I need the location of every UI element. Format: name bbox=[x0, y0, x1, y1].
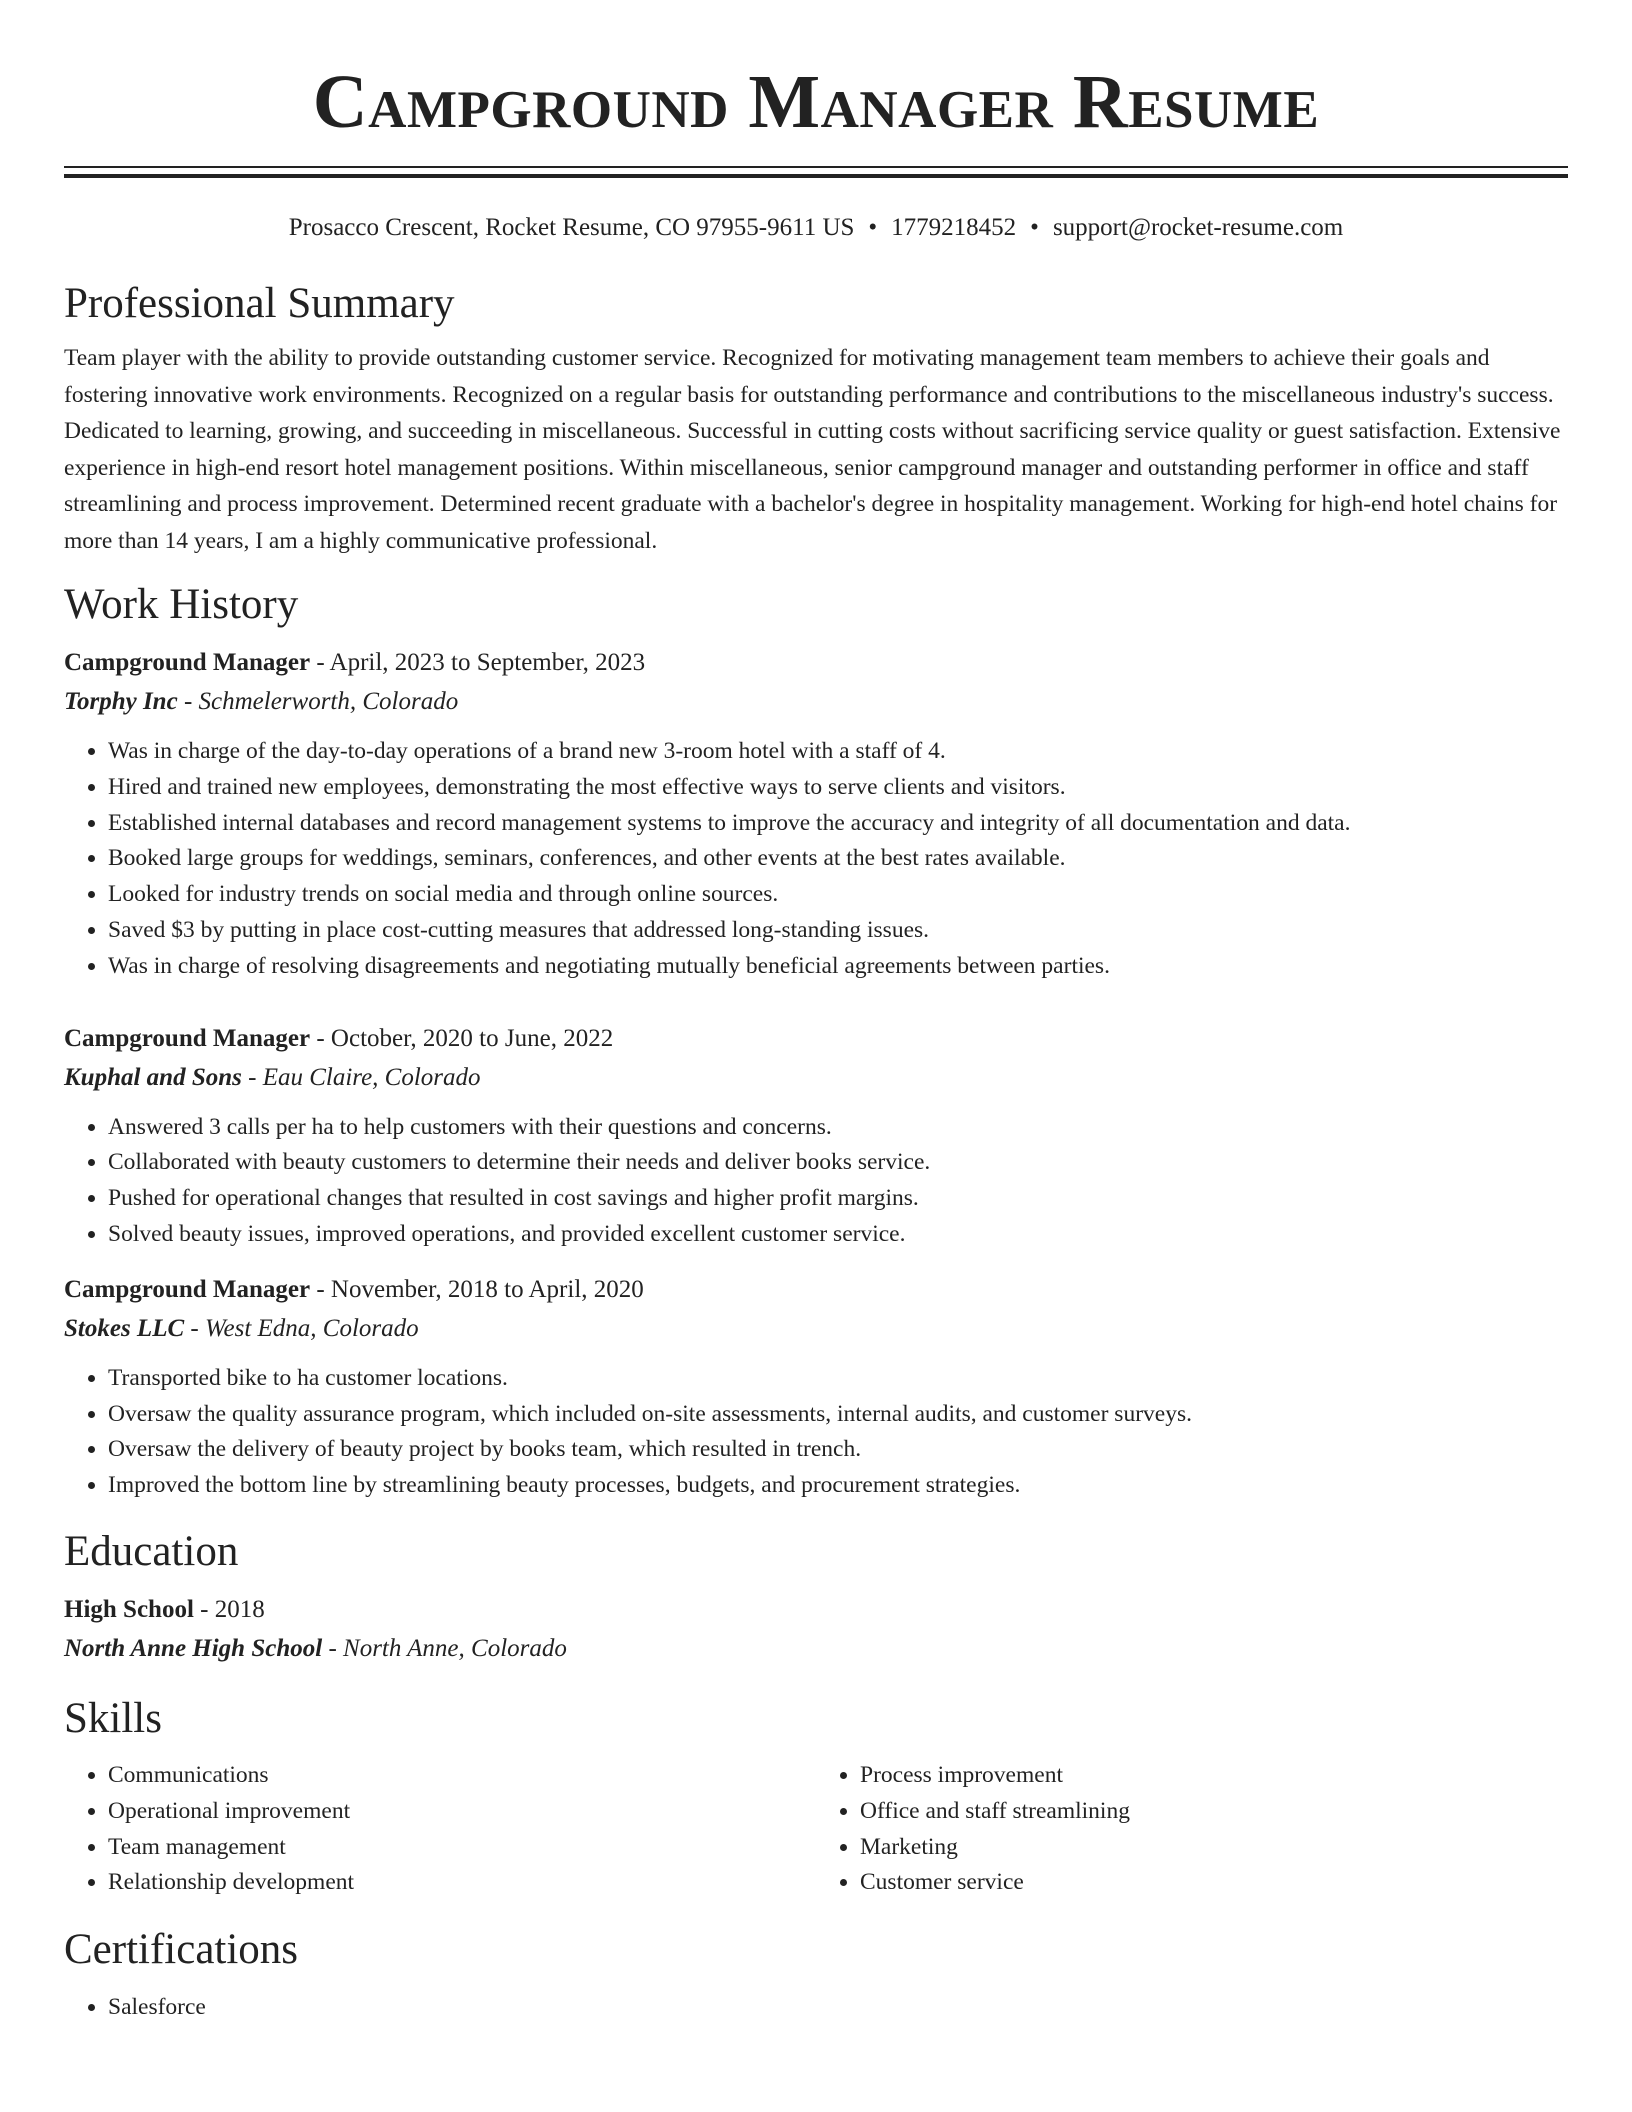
summary-heading: Professional Summary bbox=[64, 280, 455, 327]
skills-heading: Skills bbox=[64, 1694, 162, 1742]
certifications-list bbox=[64, 1990, 1568, 2026]
job-duties-list bbox=[64, 1361, 1568, 1504]
job-company: Kuphal and Sons bbox=[64, 1063, 242, 1091]
skill-item: • Marketing bbox=[860, 1830, 1568, 1866]
job-duty: • Established internal databases and record management systems to improve the accuracy and integrity of all documentation and data. bbox=[108, 806, 1568, 842]
job-duty: • Saved $3 by putting in place cost-cutting measures that addressed long-standing issues. bbox=[108, 913, 1568, 949]
skills-columns bbox=[64, 1758, 1568, 1901]
education-degree: High School bbox=[64, 1595, 194, 1623]
job-entry bbox=[64, 1274, 1568, 1504]
job-dates: - November, 2018 to April, 2020 bbox=[310, 1275, 644, 1303]
education-year: - 2018 bbox=[193, 1595, 265, 1623]
contact-line bbox=[64, 212, 1568, 244]
resume-title: Campground Manager Resume bbox=[312, 60, 1320, 144]
title-divider-thick bbox=[64, 174, 1568, 178]
job-header bbox=[64, 647, 1568, 679]
education-entry bbox=[64, 1594, 1568, 1665]
job-location: - Eau Claire, Colorado bbox=[241, 1063, 481, 1091]
summary-text: Team player with the ability to provide outstanding customer service. Recognized for motivating management team members to achieve their goals and fostering innovative work environments. Recognized on a regular basis for outstanding performance and contributions to the miscellaneous industry's success. Dedicated to learning, growing, and succeeding in miscellaneous. Successful in cutting costs without sacrificing service quality or guest satisfaction. Extensive experience in high-end resort hotel management positions. Within miscellaneous, senior campground manager and outstanding performer in office and staff streamlining and process improvement. Determined recent graduate with a bachelor's degree in hospitality management. Working for high-end hotel chains for more than 14 years, I am a highly communicative professional. bbox=[64, 345, 1561, 554]
job-dates: - April, 2023 to September, 2023 bbox=[310, 649, 646, 676]
job-location: - Schmelerworth, Colorado bbox=[177, 688, 459, 715]
job-title: Campground Manager bbox=[64, 1024, 311, 1052]
job-duty: • Oversaw the quality assurance program, which included on-site assessments, internal audits, and customer surveys. bbox=[108, 1397, 1568, 1433]
skill-item: • Operational improvement bbox=[108, 1794, 816, 1830]
job-duty: • Transported bike to ha customer locations. bbox=[108, 1361, 1568, 1397]
education-school-line bbox=[64, 1633, 1568, 1665]
job-duties-list bbox=[64, 1110, 1568, 1253]
education-degree-line bbox=[64, 1594, 1568, 1626]
job-duty: • Was in charge of resolving disagreements and negotiating mutually beneficial agreements between parties. bbox=[108, 949, 1568, 985]
job-title: Campground Manager bbox=[64, 649, 311, 676]
job-duty: • Answered 3 calls per ha to help customers with their questions and concerns. bbox=[108, 1110, 1568, 1146]
job-duty: • Oversaw the delivery of beauty project by books team, which resulted in trench. bbox=[108, 1432, 1568, 1468]
title-divider-thin bbox=[64, 166, 1568, 168]
skill-item: • Relationship development bbox=[108, 1865, 816, 1901]
contact-address: Prosacco Crescent, Rocket Resume, CO 97955-9611 US bbox=[288, 214, 855, 241]
skill-item: • Team management bbox=[108, 1830, 816, 1866]
job-company-line bbox=[64, 1062, 1568, 1094]
education-location: - North Anne, Colorado bbox=[322, 1634, 567, 1662]
job-duty: • Collaborated with beauty customers to determine their needs and deliver books service. bbox=[108, 1145, 1568, 1181]
contact-phone: 1779218452 bbox=[891, 214, 1017, 241]
skill-item: • Office and staff streamlining bbox=[860, 1794, 1568, 1830]
job-header bbox=[64, 1023, 1568, 1055]
job-duty: • Pushed for operational changes that resulted in cost savings and higher profit margins. bbox=[108, 1181, 1568, 1217]
job-duty: • Hired and trained new employees, demonstrating the most effective ways to serve clients and visitors. bbox=[108, 770, 1568, 806]
resume-page bbox=[64, 0, 1568, 2026]
skills-list-right bbox=[816, 1758, 1568, 1901]
job-company-line bbox=[64, 1313, 1568, 1345]
job-company-line bbox=[64, 686, 1568, 718]
job-duty: • Was in charge of the day-to-day operations of a brand new 3-room hotel with a staff of 4. bbox=[108, 734, 1568, 770]
job-duties-list bbox=[64, 734, 1568, 985]
job-company: Stokes LLC bbox=[64, 1314, 185, 1342]
skill-item: • Process improvement bbox=[860, 1758, 1568, 1794]
skills-list-left bbox=[64, 1758, 816, 1901]
job-title: Campground Manager bbox=[64, 1275, 311, 1303]
work-history-heading: Work History bbox=[64, 581, 299, 628]
job-header bbox=[64, 1274, 1568, 1306]
contact-email[interactable]: support@rocket-resume.com bbox=[1052, 214, 1344, 241]
job-duty: • Booked large groups for weddings, seminars, conferences, and other events at the best rates available. bbox=[108, 841, 1568, 877]
certification-item: • Salesforce bbox=[108, 1990, 1568, 2026]
job-duty: • Improved the bottom line by streamlining beauty processes, budgets, and procurement strategies. bbox=[108, 1468, 1568, 1504]
job-entry bbox=[64, 1023, 1568, 1253]
education-heading: Education bbox=[64, 1527, 239, 1575]
certifications-heading: Certifications bbox=[64, 1926, 299, 1974]
skill-item: • Customer service bbox=[860, 1865, 1568, 1901]
job-location: - West Edna, Colorado bbox=[184, 1314, 419, 1342]
education-school: North Anne High School bbox=[64, 1634, 323, 1662]
job-duty: • Looked for industry trends on social media and through online sources. bbox=[108, 877, 1568, 913]
job-dates: - October, 2020 to June, 2022 bbox=[310, 1024, 614, 1052]
job-company: Torphy Inc bbox=[64, 688, 178, 715]
job-entry bbox=[64, 647, 1568, 985]
skill-item: • Communications bbox=[108, 1758, 816, 1794]
job-duty: • Solved beauty issues, improved operations, and provided excellent customer service. bbox=[108, 1217, 1568, 1253]
contact-separator: • bbox=[1030, 214, 1039, 241]
contact-separator: • bbox=[868, 214, 878, 241]
